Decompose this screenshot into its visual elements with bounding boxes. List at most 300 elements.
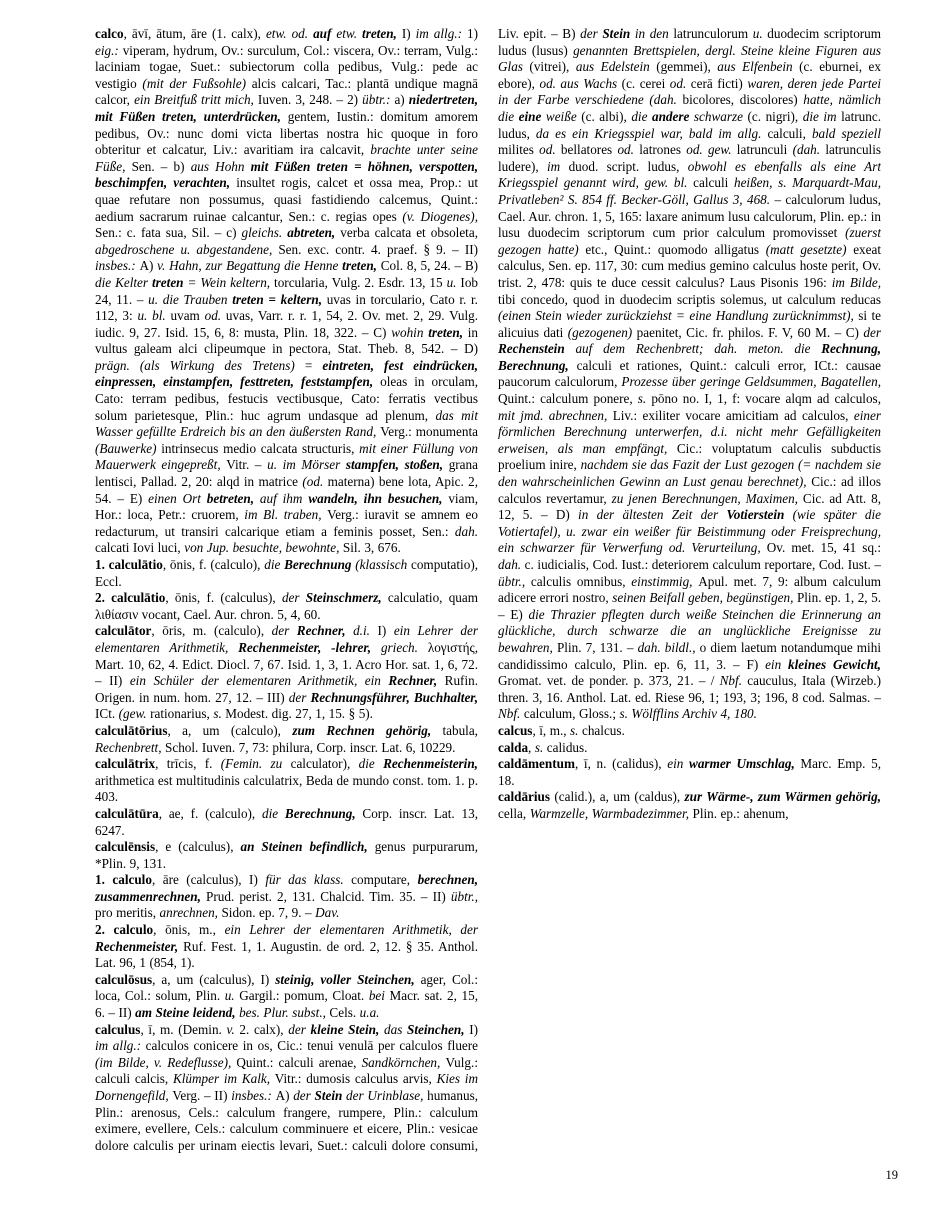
text-run: genus purpurarum, *Plin. 9, 131. bbox=[95, 839, 478, 871]
text-run: tibi concedo, quod in duodecim scriptis solemus, ut calculum reducas bbox=[498, 291, 881, 307]
text-run: Steinchen, bbox=[407, 1021, 470, 1037]
text-run: u. bbox=[446, 274, 461, 290]
text-run: Vitr.: dumosis calculus arvis, bbox=[274, 1071, 437, 1087]
text-run: Rechenmeister, -lehrer, bbox=[238, 639, 381, 655]
text-run: nachdem sie das Fazit der Lust gezogen (= nachdem sie den wahrscheinlichen Gewinn an Lust genau berechnet), bbox=[498, 457, 881, 490]
text-run: grana lentisci, Pallad. 2, 20: alqd in matrice bbox=[95, 457, 478, 490]
text-run: Plin. ep.: ahenum, bbox=[692, 805, 789, 821]
text-run: übtr., bbox=[498, 573, 531, 589]
text-run: auf ihm bbox=[259, 490, 309, 506]
text-run: viperam, hydrum, Ov.: surculum, Col.: viscera, Ov.: terram, Vulg.: laciniam togae, Suet.: subiectorum colla pedibus, Vulg.: pede ac vestigio bbox=[95, 42, 478, 91]
text-run: in den bbox=[634, 26, 674, 41]
text-run: aus Edelstein bbox=[575, 59, 657, 75]
text-run: am Steine leidend, bbox=[135, 1005, 240, 1021]
text-run: I) bbox=[377, 623, 394, 639]
text-run: cerā ficti) bbox=[690, 75, 748, 91]
text-run: o diem laetum notandumque mihi candidissimo calculo, Plin. ep. 6, 11, 3. – F) bbox=[498, 639, 881, 672]
text-run: Apul. met. 7, 9: album calculum adicere errori nostro, bbox=[498, 573, 881, 606]
text-run: calcati Iovi luci, bbox=[95, 540, 185, 556]
text-run: (mit der Fußsohle) bbox=[142, 75, 252, 91]
text-run: calidus. bbox=[546, 739, 588, 755]
text-run: latrunculorum bbox=[673, 26, 753, 41]
text-run: , ōnis, f. (calculo), bbox=[162, 557, 265, 572]
text-run: s. bbox=[213, 706, 226, 722]
dictionary-entry bbox=[95, 922, 478, 972]
text-run: uvam bbox=[170, 308, 205, 324]
text-run: calculōsus bbox=[95, 971, 153, 987]
text-run: Kies im Dornengefild, bbox=[95, 1071, 478, 1103]
text-run: u. bbox=[224, 988, 240, 1004]
text-run: Quint.: calculum ponere, bbox=[498, 391, 638, 407]
text-run: caldāmentum bbox=[498, 756, 575, 772]
text-run: (gemmei), bbox=[656, 59, 718, 75]
text-run: d.i. bbox=[353, 623, 378, 639]
text-run: stampfen, stoßen, bbox=[345, 457, 449, 473]
text-run: treten, bbox=[362, 26, 402, 41]
text-run: latrunculis ludere), bbox=[498, 142, 881, 174]
text-run: die bbox=[264, 557, 285, 572]
text-run: v. Hahn, zur Begattung die Henne bbox=[157, 258, 343, 274]
text-run: berechnen, zusammenrechnen, bbox=[95, 872, 479, 904]
text-run: , ōnis, m., bbox=[153, 922, 225, 938]
text-run: die bbox=[262, 805, 285, 821]
text-run: Sen. – b) bbox=[131, 158, 191, 174]
text-run: bellatores bbox=[560, 142, 618, 158]
text-run: Berechnung bbox=[284, 557, 356, 572]
text-run: wohin bbox=[391, 324, 429, 340]
text-run: materna) bene lota, Apic. 2, 54. – E) bbox=[95, 474, 479, 506]
dictionary-entry bbox=[95, 557, 478, 590]
text-run: etc., Quint.: quomodo alligatus bbox=[585, 241, 766, 257]
dictionary-entry bbox=[95, 806, 478, 839]
text-run: Iob 24, 11. – bbox=[95, 274, 479, 307]
text-run: I) bbox=[469, 1021, 478, 1037]
text-run: etw. bbox=[336, 26, 363, 41]
text-run: steinig, voller Steinchen, bbox=[275, 971, 421, 987]
text-run: zur Wärme-, zum Wärmen gehörig, bbox=[684, 789, 881, 805]
text-run: auf dem Rechenbrett; dah. meton. die bbox=[575, 341, 822, 357]
text-run: (matt gesetzte) bbox=[765, 241, 854, 257]
text-run: alcis calcari, Tac.: plantā undique magnā calcor, bbox=[95, 75, 478, 108]
text-run: bicolores, discolores) bbox=[682, 92, 804, 108]
text-run: calculis omnibus, bbox=[530, 573, 632, 589]
text-run: gentem, Iustin.: domitum amorem pedibus, Ov.: nunc domi victa libertas nostra hic quoque in foro obteritur et calcatur, Liv.: avaritiam ira calcavit, bbox=[95, 108, 478, 158]
text-run: Ov. met. 15, 41 sq.: bbox=[766, 540, 881, 556]
dictionary-entry bbox=[498, 789, 881, 822]
text-run: das mit Wasser gefüllte Erdreich bis an den äußersten Rand, bbox=[95, 407, 478, 440]
text-run: od. bbox=[204, 308, 226, 324]
text-run: caldārius bbox=[498, 789, 551, 805]
text-run: calculum, Gloss.; bbox=[523, 706, 620, 722]
text-run: calco bbox=[95, 26, 124, 41]
text-run: dah. bildl., bbox=[637, 639, 700, 655]
text-run: pōno no. I, 1, f: vocare alqm ad calculos, bbox=[651, 391, 881, 407]
text-run: 2. calculo bbox=[95, 922, 154, 938]
text-run: , āvī, ātum, āre (1. calx), bbox=[123, 26, 266, 41]
text-run: Schol. Iuven. 7, 73: philura, Corp. inscr. Lat. 6, 10229. bbox=[165, 739, 456, 755]
text-run: warmer Umschlag, bbox=[689, 756, 801, 772]
text-run: genannten Brettspielen, dergl. Steine kleine Figuren aus Glas bbox=[498, 42, 881, 75]
text-run: Sen.: c. fata sua, Sil. – c) bbox=[95, 225, 242, 241]
text-run: calculātōrius bbox=[95, 722, 168, 738]
text-run: Iuven. 3, 248. – 2) bbox=[257, 92, 363, 108]
text-run: milites bbox=[498, 142, 540, 158]
text-run: (vitrei), bbox=[529, 59, 576, 75]
dictionary-entry bbox=[498, 756, 881, 789]
text-run: tabula, bbox=[442, 722, 478, 738]
text-run: v. bbox=[226, 1021, 240, 1037]
text-run: Stein bbox=[602, 26, 635, 41]
text-run: da es ein Kriegsspiel war, bald im allg. bbox=[535, 125, 768, 141]
text-run: dah. bbox=[498, 557, 525, 572]
dictionary-entry bbox=[95, 756, 478, 806]
text-run: aus Elfenbein bbox=[717, 59, 800, 75]
text-run: der bbox=[288, 1021, 311, 1037]
text-run: , ōnis, f. (calculus), bbox=[165, 590, 282, 606]
text-run: (v. Diogenes), bbox=[402, 208, 478, 224]
text-run: treten = keltern, bbox=[232, 291, 327, 307]
text-run: schwarze bbox=[693, 108, 748, 124]
text-run: hatte, nämlich die bbox=[498, 92, 881, 124]
text-run: prägn. (als Wirkung des Tretens) bbox=[95, 357, 305, 373]
text-run: pro meritis, bbox=[95, 905, 160, 921]
text-run: (calid.), a, um (caldus), bbox=[550, 789, 685, 805]
text-run: weiße bbox=[545, 108, 582, 124]
text-run: verba calcata et obsoleta, bbox=[340, 225, 478, 241]
text-run: od. bbox=[617, 142, 640, 158]
text-run: Rechenstein bbox=[498, 341, 576, 357]
text-run: arithmetica est multitudinis calculatrix, Beda de mundo const. tom. 1. p. 403. bbox=[95, 772, 478, 805]
text-run: einstimmig, bbox=[631, 573, 699, 589]
text-run: brachte unter seine Füße, bbox=[95, 142, 478, 174]
text-run: c. iudicialis, Cod. Iust.: deteriorem calculum reportare, Cod. Iust. – bbox=[524, 557, 881, 572]
text-run: zum Rechnen gehörig, bbox=[292, 722, 443, 738]
text-run: wandeln, ihn besuchen, bbox=[308, 490, 449, 506]
text-run: Modest. dig. 27, 1, 15. § 5). bbox=[225, 706, 373, 722]
dictionary-entry bbox=[95, 972, 478, 1022]
text-run: ein Lehrer der elementaren Arithmetik, der bbox=[224, 922, 478, 938]
text-run: Sil. 3, 676. bbox=[342, 540, 401, 556]
text-run: 2. calculātio bbox=[95, 590, 166, 606]
text-run: insbes.: bbox=[95, 258, 140, 274]
text-run: zu jenen Berechnungen, Maximen, bbox=[611, 490, 803, 506]
text-run: (zuerst gezogen hatte) bbox=[498, 225, 881, 257]
dictionary-entry bbox=[95, 26, 478, 557]
text-run: bes. Plur. subst., bbox=[239, 1005, 330, 1021]
text-run: ICt. bbox=[95, 706, 119, 722]
text-run: heißen, s. Marquardt-Mau, Privatleben² S. 854 ff. Becker-Göll, Gallus 3, 468. bbox=[498, 175, 881, 207]
text-run: s. bbox=[534, 739, 547, 755]
text-run: duod. script. ludus, bbox=[568, 158, 688, 174]
text-run: gleichs. bbox=[241, 225, 288, 241]
text-run: (gezogenen) bbox=[567, 324, 637, 340]
dictionary-entry bbox=[95, 590, 478, 623]
text-run: einer förmlichen Berechnung unterwerfen, d.i. nicht mehr Gefälligkeiten erweisen, als man empfängt, bbox=[498, 407, 881, 456]
text-run: ager, Col.: loca, Col.: solum, Plin. bbox=[95, 971, 478, 1004]
text-run: Steinschmerz, bbox=[305, 590, 388, 606]
text-run: chalcus. bbox=[581, 722, 625, 738]
text-run: Rechenmeister, bbox=[95, 938, 184, 954]
text-run: a) bbox=[394, 92, 409, 108]
text-run: aus Hohn bbox=[190, 158, 251, 174]
text-run: im allg.: bbox=[415, 26, 467, 41]
text-run: Cels. bbox=[329, 1005, 360, 1021]
text-run: das bbox=[384, 1021, 407, 1037]
text-run: ein Breitfuß tritt mich, bbox=[134, 92, 258, 108]
text-run: Verg.: monumenta bbox=[380, 424, 478, 440]
text-run: einen Ort bbox=[148, 490, 207, 506]
text-run: Col. 8, 5, 24. – B) bbox=[380, 258, 479, 274]
text-run: abgedroschene u. abgestandene, bbox=[95, 241, 279, 257]
text-run: latrunculi bbox=[736, 142, 793, 158]
text-run: latrones bbox=[639, 142, 687, 158]
text-run: bald speziell bbox=[811, 125, 881, 141]
text-run: u. im Mörser bbox=[267, 457, 346, 473]
text-run: Prud. perist. 2, 131. Chalcid. Tim. 35. – II) bbox=[206, 888, 451, 904]
text-run: (c. albi), bbox=[581, 108, 632, 124]
text-run: (klassisch bbox=[355, 557, 411, 572]
text-run: calculos conicere in os, Cic.: tenui venulā per calculos fluere bbox=[145, 1038, 479, 1054]
text-run: – calculorum ludus, Cael. Aur. chron. 1, 5, 165: laxare animum lusu calculorum, Plin. ep.: in lusu duodecim scriptorum cum prior calculum promovisset bbox=[498, 191, 881, 241]
text-run: treten, bbox=[342, 258, 381, 274]
text-run: , ī, n. (calidus), bbox=[574, 756, 668, 772]
text-run: Rechner, bbox=[388, 673, 445, 689]
text-run: calculus bbox=[95, 1021, 141, 1037]
text-run: 2. calx), bbox=[239, 1021, 289, 1037]
text-run: die bbox=[631, 108, 652, 124]
text-run: ein Schüler der elementaren Arithmetik, ein bbox=[129, 673, 389, 689]
text-run: Sen. exc. contr. 4. praef. § 9. – II) bbox=[278, 241, 478, 257]
text-run: (einen Stein wieder zurückziehst = eine Handlung zurücknimmst), bbox=[498, 308, 859, 324]
text-run: λογιστής, Mart. 10, 62, 4. Edict. Diocl. 7, 67. Isid. 1, 3, 1. Acro Hor. sat. 1, 6, 72. – II) bbox=[95, 639, 478, 689]
text-run: Sandkörnchen, bbox=[361, 1054, 446, 1070]
text-run: abtreten, bbox=[287, 225, 341, 241]
text-run: im Bilde, bbox=[831, 274, 881, 290]
text-run: bei bbox=[368, 988, 390, 1004]
text-run: , āre (calculus), I) bbox=[151, 872, 266, 888]
text-run: (od. bbox=[302, 474, 328, 490]
text-run: Macr. sat. 2, 15, 6. – II) bbox=[95, 988, 478, 1021]
text-run: A) bbox=[275, 1088, 294, 1103]
dictionary-text bbox=[95, 26, 881, 1168]
text-run: Rufin. Origen. in num. hom. 27, 12. – III) bbox=[95, 673, 478, 705]
text-run: auf bbox=[313, 26, 337, 41]
text-run: ein bbox=[765, 656, 789, 672]
text-run: der bbox=[863, 324, 881, 340]
text-run: niedertreten, mit Füßen treten, unterdrücken, bbox=[95, 92, 478, 124]
text-run: , ī, m. (Demin. bbox=[140, 1021, 227, 1037]
dictionary-entry bbox=[95, 623, 478, 723]
text-run: (im Bilde, v. Redeflusse), bbox=[95, 1054, 237, 1070]
text-run: , e (calculus), bbox=[155, 839, 241, 855]
text-run: latrunc. ludus, bbox=[498, 108, 881, 141]
page-number: 19 bbox=[885, 1168, 898, 1182]
text-run: Nbf. bbox=[498, 706, 524, 722]
text-run: paenitet, Cic. fr. philos. F. V, 60 M. – C) bbox=[636, 324, 864, 340]
text-run: treten, bbox=[428, 324, 468, 340]
text-run: Sidon. ep. 7, 9. – bbox=[221, 905, 316, 921]
text-run: seinen Beifall geben, begünstigen, bbox=[612, 590, 797, 606]
text-run: computatio), Eccl. bbox=[95, 557, 479, 589]
text-run: , bbox=[528, 739, 535, 755]
text-run: Rechnungsführer, Buchhalter, bbox=[310, 689, 479, 705]
text-run: insultet rogis, calcet et ossa mea, Prop.: ut quae refutare non possumus, quasi fastidiendo calcemus, Quint.: aedium sacrarum ruinae calcantur, Sen.: c. regias opes bbox=[95, 175, 479, 224]
text-run: Plin. 7, 131. – bbox=[556, 639, 638, 655]
text-run: ein Lehrer der elementaren Arithmetik, bbox=[95, 623, 478, 655]
text-run: (gew. bbox=[118, 706, 151, 722]
text-run: Vitr. – bbox=[226, 457, 268, 473]
text-run: Quint.: calculi arenae, bbox=[236, 1054, 362, 1070]
text-run: der bbox=[580, 26, 603, 41]
text-run: humanus, Plin.: arenosus, Cels.: calculum frangere, rumpere, Plin.: calculum eximere, evellere, Cels.: calculum comminuere et eicere, Plin.: vesicae dolore calculis per urinam eiectis levari, Suet.: calculi dolore consumi, Liv. epit. – B) bbox=[95, 26, 581, 1153]
text-run: der bbox=[281, 590, 306, 606]
text-run: an Steinen befindlich, bbox=[240, 839, 375, 855]
text-run: computare, bbox=[351, 872, 418, 888]
text-run: od. bbox=[539, 142, 561, 158]
text-run: cella, bbox=[498, 805, 530, 821]
text-run: eig.: bbox=[95, 42, 123, 58]
text-run: in der ältesten Zeit der bbox=[578, 507, 727, 523]
text-run: Cic.: voluptatum calculis subductis proelium inire, bbox=[498, 440, 881, 473]
text-run: der bbox=[293, 1088, 315, 1103]
text-run: intrinsecus medio calcata structuris, bbox=[161, 440, 360, 456]
text-run: dah. bbox=[454, 523, 478, 539]
text-run: ein bbox=[667, 756, 690, 772]
text-run: s. Wölfflins Archiv 4, 180. bbox=[619, 706, 757, 722]
text-run: (c. cerei bbox=[621, 75, 670, 91]
text-run: rationarius, bbox=[150, 706, 214, 722]
text-run: od. gew. bbox=[686, 142, 737, 158]
text-run: , ī, m., bbox=[532, 722, 571, 738]
text-run: übtr., bbox=[450, 888, 478, 904]
text-run: calculi et rationes, Quint.: calculi error, ICt.: causae paucorum calculorum, bbox=[498, 357, 881, 390]
text-run: torcularia, Vulg. 2. Esdr. 13, 15 bbox=[274, 274, 447, 290]
text-run: von Jup. besuchte, bewohnte, bbox=[184, 540, 343, 556]
text-run: Dav. bbox=[315, 905, 340, 921]
text-run: 1. calculo bbox=[95, 872, 152, 888]
text-run: mit einer Füllung von Mauerwerk eingepreßt, bbox=[95, 440, 479, 473]
text-run: übtr.: bbox=[362, 92, 395, 108]
text-run: I) bbox=[401, 26, 416, 41]
text-run: Prozesse über geringe Geldsummen, Bagatellen, bbox=[621, 374, 881, 390]
text-run: , ōris, m. (calculo), bbox=[151, 623, 272, 639]
text-run: oleas in orculam, Cato: terram pedibus, festucis vectibusque, Cato: ferratis vectibus solum parietesque, Plin.: huc agrum undasque ad plenum, bbox=[95, 374, 478, 423]
text-run: 1. calculātio bbox=[95, 557, 163, 572]
text-run: obwohl es ebenfalls als eine Art Kriegsspiel genannt wird, gew. bl. bbox=[498, 158, 881, 191]
text-run: mit jmd. abrechnen, bbox=[498, 407, 613, 423]
dictionary-entry bbox=[95, 839, 478, 872]
text-run: Warmzelle, Warmbadezimmer, bbox=[529, 805, 693, 821]
text-run: Stein bbox=[314, 1088, 347, 1103]
text-run: (Bauwerke) bbox=[95, 440, 162, 456]
text-run: waren, deren jede Partei in der Farbe verschiedene (dah. bbox=[498, 75, 881, 108]
text-run: Gargil.: pomum, Cloat. bbox=[239, 988, 369, 1004]
text-run: Votierstein bbox=[726, 507, 793, 523]
text-run: exeat calculus, Sen. ep. 117, 30: cum medius gemino calculus hoste perit, Ov. trist. 2, 478: quis te duce cessit calculus? Laus Pisonis 196: bbox=[498, 241, 881, 290]
text-run: calcus bbox=[498, 722, 533, 738]
text-run: im allg.: bbox=[95, 1038, 146, 1054]
text-run: 1) bbox=[467, 26, 478, 41]
text-run: Verg. – II) bbox=[172, 1088, 232, 1103]
text-run: mit Füßen treten = höhnen, verspotten, beschimpfen, verachten, bbox=[95, 158, 479, 191]
text-run: uvas in torculario, Cato r. r. 112, 3: bbox=[95, 291, 478, 324]
text-run: Plin. ep. 1, 2, 5. – E) bbox=[498, 590, 881, 622]
text-run: (Femin. zu bbox=[220, 756, 291, 772]
text-run: Ruf. Fest. 1, 1. Augustin. de ord. 2, 12. § 35. Anthol. Lat. 96, 1 (854, 1). bbox=[95, 938, 478, 971]
text-run: (c. nigri), bbox=[747, 108, 803, 124]
text-run: s. bbox=[570, 722, 582, 738]
text-run: Nbf. bbox=[719, 673, 748, 689]
text-run: (wie später die Votiertafel), u. zwar ein weißer für Beistimmung oder Freisprechung, ein schwarzer für Verwerfung od. Verurteilung, bbox=[498, 507, 881, 556]
text-run: calda bbox=[498, 739, 529, 755]
text-run: etw. od. bbox=[265, 26, 314, 41]
text-run: treten bbox=[152, 274, 188, 290]
text-run: Cic. ad Att. 8, 12, 5. – D) bbox=[498, 490, 881, 523]
text-run: insbes.: bbox=[231, 1088, 276, 1103]
text-run: griech. bbox=[380, 639, 428, 655]
text-run: cauculus, Itala (Wirzeb.) thren. 3, 16. Anthol. Lat. ed. Riese 96, 1; 193, 3; 196, 8 cod. Salmas. – bbox=[498, 673, 881, 705]
text-run: Marc. Emp. 5, 18. bbox=[498, 756, 881, 788]
text-run: = Wein keltern, bbox=[187, 274, 275, 290]
text-run: si te alicuius dati bbox=[498, 308, 881, 340]
text-run: Klümper im Kalk, bbox=[172, 1071, 275, 1087]
text-run: = bbox=[304, 357, 323, 373]
text-run: Berechnung, bbox=[284, 805, 363, 821]
text-run: u.a. bbox=[359, 1005, 380, 1021]
text-run: eintreten, fest eindrücken, einpressen, einstampfen, festtreten, feststampfen, bbox=[95, 357, 478, 390]
text-run: Rechenmeisterin, bbox=[383, 756, 478, 772]
text-run: andere bbox=[651, 108, 694, 124]
text-run: calculatio, quam λιθίασιν vocant, Cael. Aur. chron. 5, 4, 60. bbox=[95, 590, 479, 622]
text-run: betreten, bbox=[206, 490, 260, 506]
text-run: calculi bbox=[693, 175, 734, 191]
text-run: anrechnen, bbox=[159, 905, 222, 921]
text-run: Corp. inscr. Lat. 13, 6247. bbox=[95, 805, 478, 838]
text-run: calculator), bbox=[290, 756, 359, 772]
text-run: Verg.: iuravit se amnem eo redacturum, ut transiri calcarique etiam a feminis posset, Sen.: bbox=[95, 507, 479, 539]
text-run: Gromat. vet. de ponder. p. 373, 21. – / bbox=[498, 673, 720, 689]
dictionary-entry bbox=[95, 723, 478, 756]
text-run: u. die Trauben bbox=[148, 291, 233, 307]
text-run: der Urinblase, bbox=[346, 1088, 428, 1103]
text-run: od. bbox=[669, 75, 691, 91]
text-run: calculi, bbox=[767, 125, 812, 141]
text-run: Rechenbrett, bbox=[95, 739, 166, 755]
text-run: duodecim scriptorum ludus (lusus) bbox=[498, 26, 881, 58]
text-run: die Thrazier pflegten durch weiße Steinchen die Erinnerung an glückliche, durch schwarze die an unglückliche Ereignisse zu bewahren, bbox=[498, 606, 881, 655]
text-run: Rechnung, Berechnung, bbox=[498, 341, 881, 373]
dictionary-entry bbox=[498, 723, 881, 740]
text-run: calculātor bbox=[95, 623, 152, 639]
text-run: A) bbox=[139, 258, 158, 274]
text-run: in vultus galeam alci clipeumque in pectora, Stat. Theb. 8, 542. – D) bbox=[95, 324, 478, 357]
text-run: viam, Hor.: loca, Petr.: cruorem, bbox=[95, 490, 478, 523]
text-run: uvas, Varr. r. r. 1, 54, 2. Ov. met. 2, 29. Vulg. iudic. 9, 27. Isid. 15, 6, 8: musta, Plin. 18, 322. – C) bbox=[95, 308, 479, 340]
text-run: die bbox=[358, 756, 384, 772]
text-run: kleine Stein, bbox=[310, 1021, 384, 1037]
text-run: der bbox=[271, 623, 297, 639]
text-run: (c. eburnei, ex ebore), bbox=[498, 59, 881, 91]
text-run: im bbox=[547, 158, 569, 174]
text-run: kleines Gewicht, bbox=[788, 656, 881, 672]
text-run: (dah. bbox=[792, 142, 826, 158]
dictionary-entry bbox=[498, 740, 881, 757]
text-run: für das klass. bbox=[265, 872, 352, 888]
text-run: calculātūra bbox=[95, 805, 159, 821]
text-run: calculātrix bbox=[95, 756, 156, 772]
text-run: eine bbox=[518, 108, 546, 124]
text-run: im Bl. traben, bbox=[244, 507, 328, 523]
